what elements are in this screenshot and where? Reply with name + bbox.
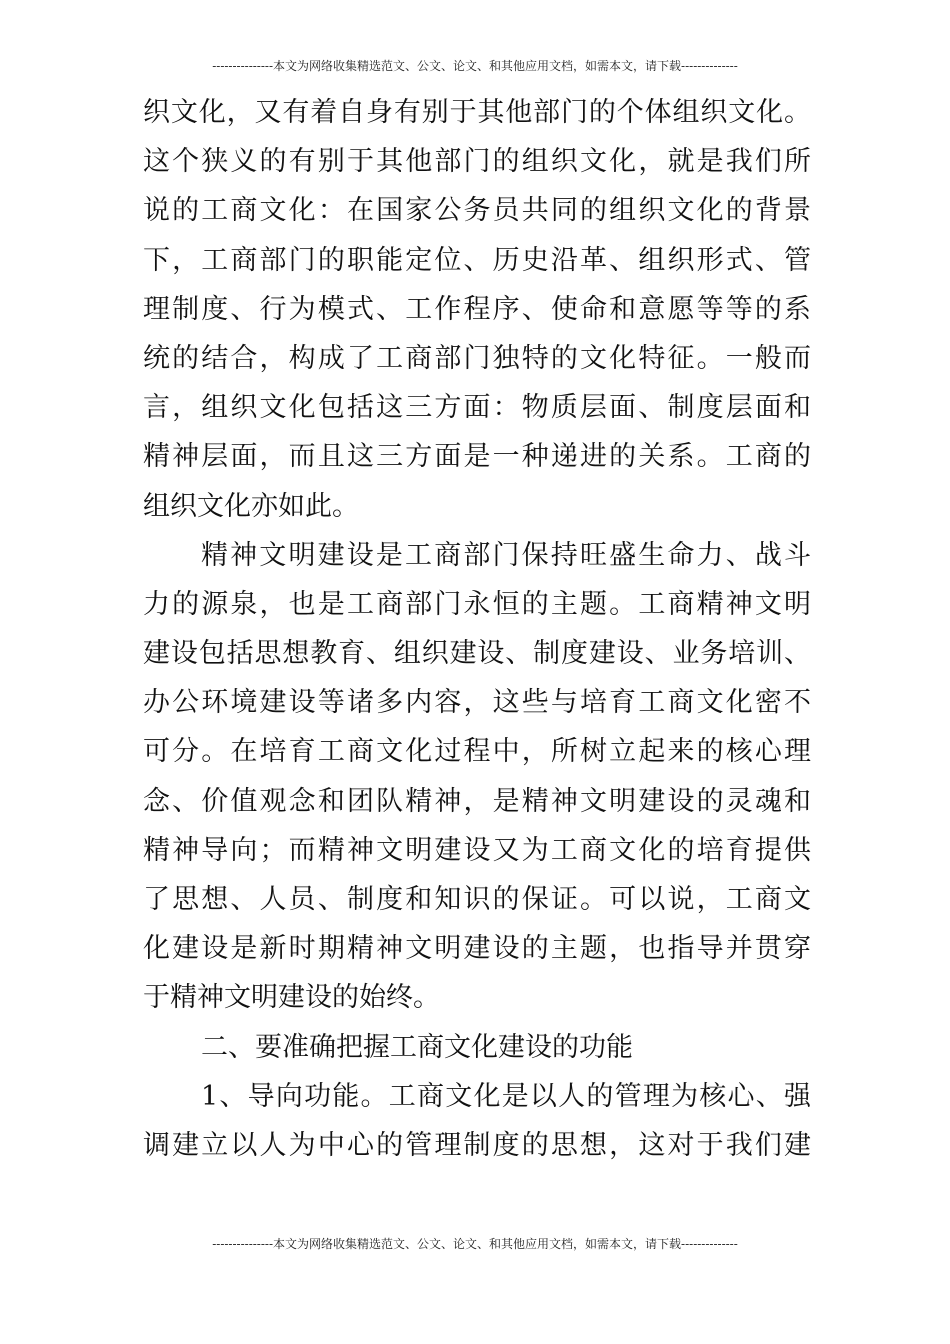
text-line: 精神文明建设是工商部门保持旺盛生命力、战斗 [201, 539, 811, 571]
text-line: 组织文化亦如此。 [143, 490, 359, 522]
paragraph [143, 531, 811, 1023]
text-line: 建设包括思想教育、组织建设、制度建设、业务培训、 [143, 638, 811, 670]
text-line: 二、要准确把握工商文化建设的功能 [201, 1031, 633, 1063]
text-line: 念、价值观念和团队精神，是精神文明建设的灵魂和 [143, 785, 811, 817]
text-line: 于精神文明建设的始终。 [143, 982, 440, 1014]
page-footer: ---------------本文为网络收集精选范文、公文、论文、和其他应用文档，如需本文，请下载-------------- [212, 1237, 738, 1251]
text-line: 统的结合，构成了工商部门独特的文化特征。一般而 [143, 342, 811, 374]
text-line: 精神导向；而精神文明建设又为工商文化的培育提供 [143, 834, 811, 866]
document-body [143, 88, 811, 1170]
page-header: ---------------本文为网络收集精选范文、公文、论文、和其他应用文档，如需本文，请下载-------------- [212, 59, 738, 73]
text-line: 说的工商文化：在国家公务员共同的组织文化的背景 [143, 195, 811, 227]
text-line: 1、导向功能。工商文化是以人的管理为核心、强 [201, 1080, 811, 1112]
text-line: 言，组织文化包括这三方面：物质层面、制度层面和 [143, 392, 811, 424]
text-line: 化建设是新时期精神文明建设的主题，也指导并贯穿 [143, 933, 811, 965]
text-line: 织文化，又有着自身有别于其他部门的个体组织文化。 [143, 97, 811, 128]
text-line: 调建立以人为中心的管理制度的思想，这对于我们建 [143, 1129, 811, 1161]
text-line: 力的源泉，也是工商部门永恒的主题。工商精神文明 [143, 588, 811, 620]
paragraph [143, 88, 811, 531]
text-line: 精神层面，而且这三方面是一种递进的关系。工商的 [143, 441, 811, 473]
paragraph [143, 1072, 811, 1170]
section-heading [143, 1023, 811, 1072]
text-line: 这个狭义的有别于其他部门的组织文化，就是我们所 [143, 146, 811, 178]
text-line: 办公环境建设等诸多内容，这些与培育工商文化密不 [143, 687, 811, 719]
text-line: 可分。在培育工商文化过程中，所树立起来的核心理 [143, 736, 811, 768]
text-line: 了思想、人员、制度和知识的保证。可以说，工商文 [143, 884, 811, 915]
text-line: 下，工商部门的职能定位、历史沿革、组织形式、管 [143, 244, 811, 276]
text-line: 理制度、行为模式、工作程序、使命和意愿等等的系 [143, 293, 811, 325]
